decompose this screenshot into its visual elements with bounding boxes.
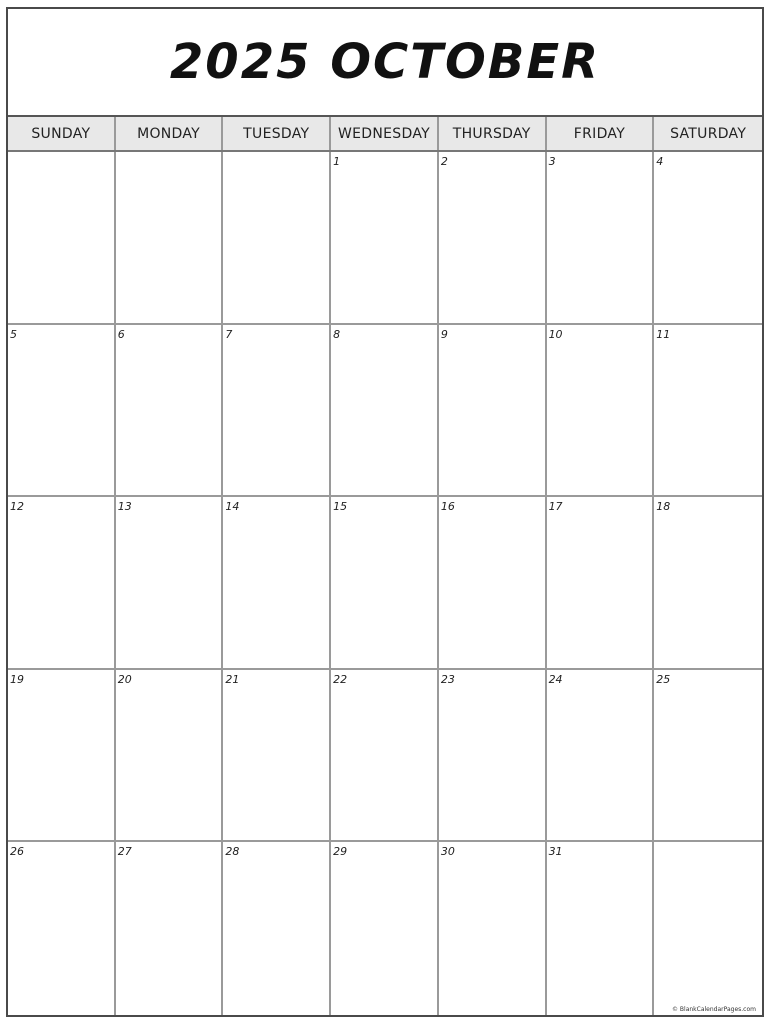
day-number: 9 bbox=[440, 327, 448, 341]
day-number: 20 bbox=[117, 672, 132, 686]
day-cell[interactable] bbox=[223, 325, 331, 498]
day-number: 17 bbox=[548, 500, 563, 514]
day-number: 12 bbox=[10, 500, 24, 514]
day-cell[interactable] bbox=[116, 497, 224, 670]
day-number: 28 bbox=[225, 845, 240, 859]
day-number: 30 bbox=[440, 845, 455, 859]
weekday-sunday: SUNDAY bbox=[8, 117, 116, 150]
calendar-page bbox=[6, 7, 764, 1017]
day-number: 26 bbox=[10, 845, 24, 859]
day-number: 27 bbox=[117, 845, 132, 859]
day-number: 13 bbox=[117, 500, 132, 514]
day-cell[interactable] bbox=[439, 842, 547, 1015]
day-cell[interactable] bbox=[8, 497, 116, 670]
day-cell[interactable] bbox=[547, 325, 655, 498]
day-cell[interactable] bbox=[547, 152, 655, 325]
day-number: 8 bbox=[333, 327, 341, 341]
day-number: 31 bbox=[548, 845, 563, 859]
day-number: 4 bbox=[656, 155, 664, 168]
day-number: 29 bbox=[333, 845, 348, 859]
day-cell[interactable] bbox=[8, 325, 116, 498]
day-number: 3 bbox=[548, 155, 556, 168]
day-cell[interactable] bbox=[116, 842, 224, 1015]
day-number: 14 bbox=[225, 500, 240, 514]
day-number: 15 bbox=[333, 500, 348, 514]
day-cell[interactable] bbox=[8, 670, 116, 843]
day-number: 16 bbox=[440, 500, 455, 514]
day-number: 5 bbox=[10, 327, 17, 341]
weekday-wednesday: WEDNESDAY bbox=[331, 117, 439, 150]
day-cell[interactable] bbox=[116, 152, 224, 325]
day-number: 18 bbox=[656, 500, 671, 514]
day-cell[interactable] bbox=[223, 842, 331, 1015]
day-cell[interactable] bbox=[654, 670, 762, 843]
day-cell[interactable] bbox=[331, 842, 439, 1015]
day-cell[interactable] bbox=[547, 497, 655, 670]
day-cell[interactable] bbox=[547, 670, 655, 843]
day-number: 21 bbox=[225, 672, 240, 686]
day-number: 1 bbox=[333, 155, 341, 168]
day-cell[interactable] bbox=[116, 325, 224, 498]
day-cell[interactable] bbox=[654, 325, 762, 498]
calendar-grid bbox=[8, 152, 762, 1015]
day-number: 25 bbox=[656, 672, 671, 686]
calendar-title: 2025 OCTOBER bbox=[8, 9, 762, 117]
day-cell[interactable] bbox=[331, 325, 439, 498]
weekday-header-row bbox=[8, 117, 762, 152]
day-number: 24 bbox=[548, 672, 563, 686]
day-cell[interactable] bbox=[654, 152, 762, 325]
footer-credit: © BlankCalendarPages.com bbox=[672, 1006, 756, 1013]
day-cell[interactable] bbox=[331, 152, 439, 325]
day-cell[interactable] bbox=[8, 842, 116, 1015]
day-number: 6 bbox=[117, 327, 125, 341]
day-cell[interactable] bbox=[223, 670, 331, 843]
day-cell[interactable] bbox=[223, 497, 331, 670]
day-number: 11 bbox=[656, 327, 671, 341]
day-number: 10 bbox=[548, 327, 563, 341]
weekday-thursday: THURSDAY bbox=[439, 117, 547, 150]
day-cell[interactable] bbox=[654, 497, 762, 670]
day-number: 7 bbox=[225, 327, 233, 341]
day-cell[interactable] bbox=[439, 152, 547, 325]
day-cell[interactable] bbox=[223, 152, 331, 325]
day-cell[interactable] bbox=[116, 670, 224, 843]
day-cell[interactable] bbox=[8, 152, 116, 325]
day-number: 19 bbox=[10, 672, 24, 686]
weekday-saturday: SATURDAY bbox=[670, 125, 747, 142]
day-number: 22 bbox=[333, 672, 348, 686]
weekday-monday: MONDAY bbox=[116, 117, 224, 150]
day-cell[interactable] bbox=[331, 670, 439, 843]
day-cell[interactable] bbox=[331, 497, 439, 670]
day-cell[interactable] bbox=[654, 842, 762, 1015]
weekday-friday: FRIDAY bbox=[547, 117, 655, 150]
day-cell[interactable] bbox=[439, 325, 547, 498]
day-cell[interactable] bbox=[439, 670, 547, 843]
weekday-tuesday: TUESDAY bbox=[223, 117, 331, 150]
day-number: 23 bbox=[440, 672, 455, 686]
day-number: 2 bbox=[440, 155, 448, 168]
day-cell[interactable] bbox=[439, 497, 547, 670]
day-cell[interactable] bbox=[547, 842, 655, 1015]
